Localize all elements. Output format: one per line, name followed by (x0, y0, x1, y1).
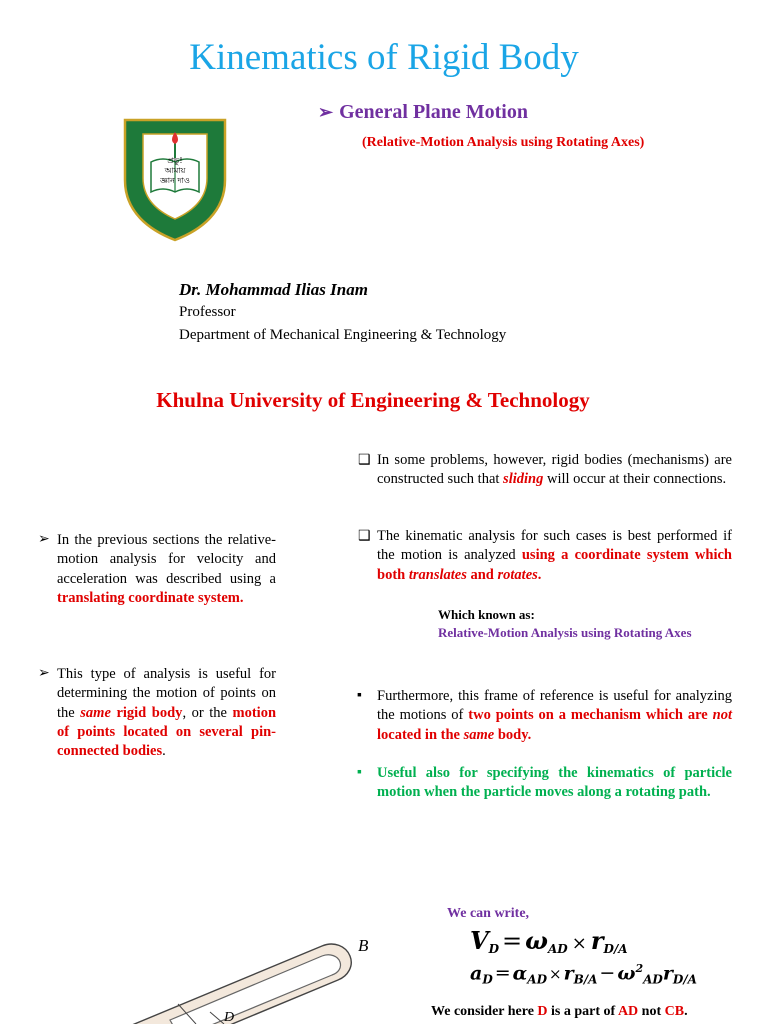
section-heading-text: General Plane Motion (339, 101, 528, 123)
right-bullet-4 (357, 764, 732, 803)
eq-subscript: AD (527, 972, 547, 987)
eq-subscript: D/A (672, 972, 697, 987)
logo-motto-line: প্রভু! (167, 156, 183, 165)
eq-subscript: B/A (573, 972, 598, 987)
section-heading (318, 101, 528, 124)
slotted-link-icon (100, 920, 390, 1024)
text-run: same (80, 704, 111, 721)
logo-motto-line: আমায় (164, 166, 186, 175)
text-run: translating coordinate system. (57, 589, 244, 606)
text-run: Furthermore, this frame of reference is useful for analyzing the motions of (377, 688, 732, 724)
text-run: not (638, 1004, 665, 1019)
author-department: Department of Mechanical Engineering & Technology (179, 327, 507, 343)
text-run: rigid body (110, 704, 183, 721)
text-run: CB (664, 1004, 685, 1019)
arrow-bullet-icon: ➢ (38, 666, 50, 681)
author-name: Dr. Mohammad Ilias Inam (179, 280, 368, 299)
mechanism-figure (100, 920, 390, 1024)
square-bullet-icon: ▪ (357, 688, 362, 703)
eq-symbol: r (590, 926, 604, 955)
text-run: In the previous sections the relative-motion analysis for velocity and acceleration was described using a (57, 532, 276, 587)
eq-symbol: α (512, 962, 528, 985)
eq-symbol: r (662, 962, 673, 985)
author-position: Professor (179, 304, 236, 320)
text-run: translates (408, 566, 467, 583)
known-as-label: Which known as: (438, 607, 535, 622)
text-run: AD (617, 1004, 639, 1019)
text-run: . (162, 743, 166, 760)
logo-motto-line: জ্ঞান দাও (160, 176, 190, 185)
checkbox-bullet-icon: ❑ (358, 453, 371, 468)
text-run: , or the (182, 704, 233, 721)
square-bullet-icon: ▪ (357, 765, 362, 780)
logo-motto (121, 156, 229, 186)
eq-subscript: D/A (603, 942, 628, 956)
right-bullet-3 (357, 687, 732, 745)
eq-subscript: AD (548, 942, 568, 956)
text-run: body. (494, 726, 532, 743)
checkbox-bullet-icon: ❑ (358, 529, 371, 544)
university-name: Khulna University of Engineering & Technology (156, 388, 590, 412)
text-run: . (684, 1004, 688, 1019)
arrow-bullet-icon: ➢ (38, 532, 50, 547)
university-logo (121, 116, 229, 242)
point-b-label: B (358, 936, 369, 955)
text-run: two points on a mechanism which are (468, 707, 713, 724)
page-title: Kinematics of Rigid Body (189, 37, 579, 78)
eq-superscript: 2 (635, 962, 644, 975)
text-run: In some problems, however, rigid bodies (mechanisms) are constructed such that (377, 452, 732, 488)
consider-note (431, 1004, 688, 1020)
eq-subscript: AD (643, 972, 663, 987)
text-run: sliding (503, 471, 544, 488)
eq-subscript: D (482, 972, 493, 987)
eq-symbol: r (563, 962, 574, 985)
text-run: D (537, 1004, 548, 1019)
text-run: The kinematic analysis for such cases is best performed if the motion is analyzed (377, 528, 732, 564)
point-d-label: D (224, 1010, 235, 1025)
right-bullet-2 (358, 527, 732, 585)
text-run: . (537, 566, 542, 583)
text-run: motion of points located on several pin-connected bodies (57, 704, 277, 760)
text-run: Useful also for specifying the kinematics of particle motion when the particle moves along a rotating path. (377, 765, 732, 801)
velocity-equation: $V_D = \omega_{AD} \times r_{D/A}$ (470, 926, 628, 956)
section-subtitle: (Relative-Motion Analysis using Rotating Axes) (362, 135, 645, 150)
eq-subscript: D (488, 942, 500, 956)
text-run: will occur at their connections. (543, 471, 727, 488)
known-as-name: Relative-Motion Analysis using Rotating Axes (438, 625, 692, 640)
eq-symbol: ω (617, 962, 636, 985)
right-bullet-1 (358, 451, 732, 490)
eq-symbol: V (470, 926, 489, 955)
text-run: and (466, 566, 498, 583)
text-run: rotates (497, 566, 538, 583)
text-run: using a coordinate system which both (377, 547, 732, 583)
left-bullet-2 (38, 665, 277, 761)
arrow-bullet-icon: ➢ (318, 102, 334, 122)
we-can-write-label: We can write, (447, 906, 530, 921)
eq-symbol: ω (525, 926, 548, 955)
text-run: is a part of (547, 1004, 618, 1019)
text-run: located in the (377, 726, 464, 743)
text-run: We consider here (431, 1004, 538, 1019)
text-run: This type of analysis is useful for determining the motion of points on the (57, 666, 276, 721)
left-bullet-1 (38, 531, 276, 608)
text-run: not (712, 707, 732, 724)
acceleration-equation: $a_D = \alpha_{AD} \times r_{B/A} - \omega^2_{AD}r_{D/A}$ (470, 962, 697, 987)
eq-symbol: a (470, 962, 483, 985)
text-run: same (463, 726, 495, 743)
